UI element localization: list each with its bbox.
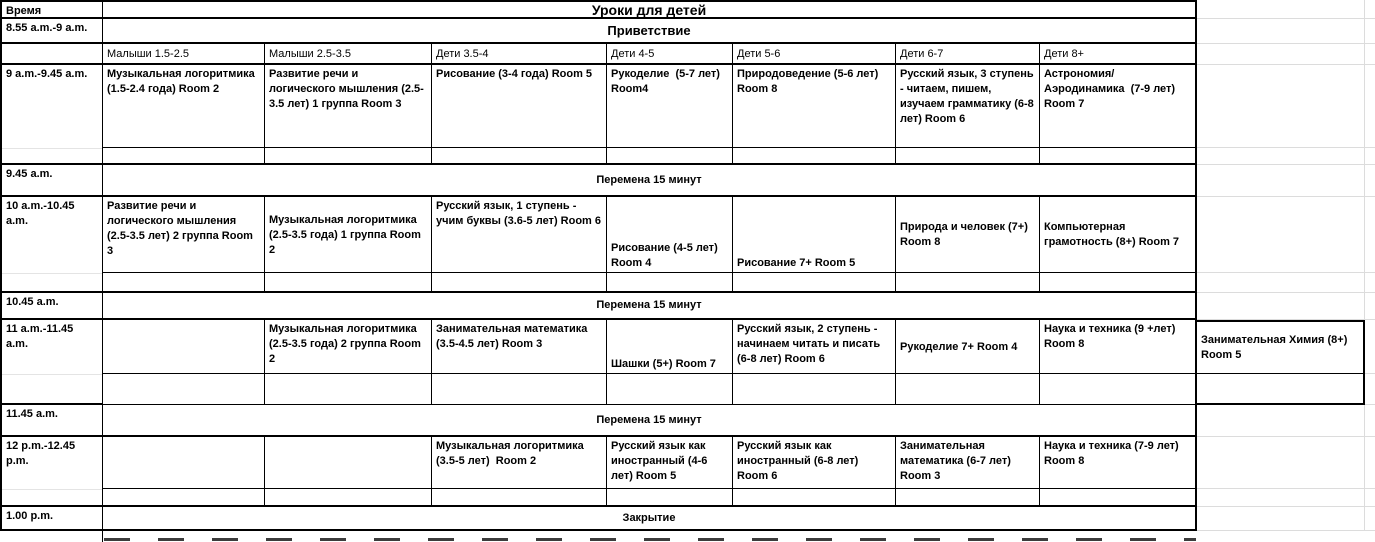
sheet-background-cell xyxy=(1365,405,1375,437)
empty-cell[interactable] xyxy=(103,437,265,489)
sheet-background-cell xyxy=(1365,19,1375,44)
sheet-background-cell xyxy=(1365,44,1375,65)
sheet-background-cell xyxy=(1197,148,1365,165)
sheet-background-cell xyxy=(1365,374,1375,405)
break-label[interactable]: Перемена 15 минут xyxy=(103,293,1197,320)
sheet-background-cell xyxy=(1197,293,1365,320)
lesson-cell[interactable]: Шашки (5+) Room 7 xyxy=(607,320,733,374)
empty-cell[interactable] xyxy=(607,273,733,293)
empty-cell[interactable] xyxy=(1197,374,1365,405)
group-header[interactable]: Дети 6-7 xyxy=(896,44,1040,65)
greeting-label[interactable]: Приветствие xyxy=(103,19,1197,44)
time-cell[interactable]: 12 p.m.-12.45 p.m. xyxy=(0,437,103,507)
empty-cell[interactable] xyxy=(103,148,265,165)
empty-cell[interactable] xyxy=(103,320,265,374)
sheet-background-cell xyxy=(1365,507,1375,531)
lesson-cell[interactable]: Русский язык, 2 ступень - начинаем читать и писать (6-8 лет) Room 6 xyxy=(733,320,896,374)
lesson-cell[interactable]: Рисование (3-4 года) Room 5 xyxy=(432,65,607,148)
time-cell[interactable]: 11 a.m.-11.45 a.m. xyxy=(0,320,103,405)
lesson-cell[interactable]: Природа и человек (7+) Room 8 xyxy=(896,197,1040,273)
lesson-cell-extra[interactable]: Занимательная Химия (8+) Room 5 xyxy=(1197,320,1365,374)
sheet-background-cell xyxy=(1197,65,1365,148)
lesson-cell[interactable]: Русский язык, 3 ступень - читаем, пишем, изучаем грамматику (6-8 лет) Room 6 xyxy=(896,65,1040,148)
empty-cell[interactable] xyxy=(733,489,896,507)
schedule-title[interactable]: Уроки для детей xyxy=(103,0,1197,19)
sheet-background-cell xyxy=(1197,19,1365,44)
empty-cell[interactable] xyxy=(103,273,265,293)
lesson-cell[interactable]: Русский язык как иностранный (6-8 лет) Room 6 xyxy=(733,437,896,489)
time-cell[interactable]: 11.45 a.m. xyxy=(0,405,103,437)
lesson-cell[interactable]: Музыкальная логоритмика (3.5-5 лет) Room 2 xyxy=(432,437,607,489)
empty-cell[interactable] xyxy=(733,273,896,293)
lesson-cell[interactable]: Русский язык как иностранный (4-6 лет) Room 5 xyxy=(607,437,733,489)
lesson-cell[interactable]: Рисование 7+ Room 5 xyxy=(733,197,896,273)
empty-cell[interactable] xyxy=(265,374,432,405)
lesson-cell[interactable]: Развитие речи и логического мышления (2.5-3.5 лет) 2 группа Room 3 xyxy=(103,197,265,273)
time-cell[interactable]: 10.45 a.m. xyxy=(0,293,103,320)
empty-cell[interactable] xyxy=(733,374,896,405)
empty-cell[interactable] xyxy=(265,437,432,489)
lesson-cell[interactable]: Наука и техника (7-9 лет) Room 8 xyxy=(1040,437,1197,489)
lesson-cell[interactable]: Занимательная математика (3.5-4.5 лет) Room 3 xyxy=(432,320,607,374)
empty-cell[interactable] xyxy=(1040,148,1197,165)
empty-cell[interactable] xyxy=(1040,489,1197,507)
empty-cell[interactable] xyxy=(896,489,1040,507)
lesson-cell[interactable]: Развитие речи и логического мышления (2.5-3.5 лет) 1 группа Room 3 xyxy=(265,65,432,148)
sheet-background-cell xyxy=(1197,44,1365,65)
empty-cell[interactable] xyxy=(432,148,607,165)
empty-cell[interactable] xyxy=(1040,273,1197,293)
lesson-cell[interactable]: Занимательная математика (6-7 лет) Room 3 xyxy=(896,437,1040,489)
sheet-background-cell xyxy=(1365,148,1375,165)
empty-cell[interactable] xyxy=(1040,374,1197,405)
lesson-cell[interactable]: Рисование (4-5 лет) Room 4 xyxy=(607,197,733,273)
sheet-background-cell xyxy=(1365,65,1375,148)
empty-cell[interactable] xyxy=(733,148,896,165)
time-cell[interactable]: 9 a.m.-9.45 a.m. xyxy=(0,65,103,165)
lesson-cell[interactable]: Компьютерная грамотность (8+) Room 7 xyxy=(1040,197,1197,273)
empty-cell[interactable] xyxy=(432,489,607,507)
gridline-horizontal xyxy=(2,148,102,149)
empty-cell[interactable] xyxy=(265,273,432,293)
empty-cell[interactable] xyxy=(432,273,607,293)
lesson-cell[interactable]: Природоведение (5-6 лет) Room 8 xyxy=(733,65,896,148)
sheet-background-cell xyxy=(1365,437,1375,489)
sheet-background-cell xyxy=(1197,489,1365,507)
empty-cell[interactable] xyxy=(265,148,432,165)
sheet-background-cell xyxy=(1365,165,1375,197)
empty-cell[interactable] xyxy=(896,273,1040,293)
lesson-cell[interactable]: Музыкальная логоритмика (1.5-2.4 года) Room 2 xyxy=(103,65,265,148)
empty-cell[interactable] xyxy=(607,489,733,507)
empty-cell[interactable] xyxy=(265,489,432,507)
empty-cell[interactable] xyxy=(896,148,1040,165)
empty-cell[interactable] xyxy=(607,148,733,165)
empty-cell[interactable] xyxy=(103,489,265,507)
time-column-header[interactable]: Время xyxy=(0,0,103,19)
clipped-row-dashes xyxy=(104,538,1196,541)
lesson-cell[interactable]: Музыкальная логоритмика (2.5-3.5 года) 1 группа Room 2 xyxy=(265,197,432,273)
group-header[interactable]: Малыши 1.5-2.5 xyxy=(103,44,265,65)
lesson-cell[interactable]: Наука и техника (9 +лет) Room 8 xyxy=(1040,320,1197,374)
closing-label[interactable]: Закрытие xyxy=(103,507,1197,531)
gridline-horizontal xyxy=(2,374,102,375)
sheet-background-cell xyxy=(1197,0,1365,19)
time-cell[interactable]: 9.45 a.m. xyxy=(0,165,103,197)
sheet-background-cell xyxy=(1197,273,1365,293)
lesson-cell[interactable]: Рукоделие (5-7 лет) Room4 xyxy=(607,65,733,148)
sheet-background-cell xyxy=(1197,197,1365,273)
gridline-horizontal xyxy=(2,273,102,274)
sheet-background-cell xyxy=(1365,320,1375,374)
group-header[interactable]: Дети 4-5 xyxy=(607,44,733,65)
sheet-background-cell xyxy=(1365,0,1375,19)
time-cell[interactable]: 10 a.m.-10.45 a.m. xyxy=(0,197,103,293)
break-label[interactable]: Перемена 15 минут xyxy=(103,165,1197,197)
greeting-time-cell[interactable]: 8.55 a.m.-9 a.m. xyxy=(0,19,103,44)
sheet-background-cell xyxy=(1365,273,1375,293)
time-cell[interactable]: 1.00 p.m. xyxy=(0,507,103,531)
empty-cell[interactable] xyxy=(896,374,1040,405)
group-header[interactable]: Дети 8+ xyxy=(1040,44,1197,65)
empty-cell[interactable] xyxy=(607,374,733,405)
sheet-background-cell xyxy=(1365,293,1375,320)
lesson-cell[interactable]: Рукоделие 7+ Room 4 xyxy=(896,320,1040,374)
lesson-cell[interactable]: Русский язык, 1 ступень - учим буквы (3.6-5 лет) Room 6 xyxy=(432,197,607,273)
break-label[interactable]: Перемена 15 минут xyxy=(103,405,1197,437)
empty-cell[interactable] xyxy=(432,374,607,405)
sheet-background-cell xyxy=(1365,197,1375,273)
sheet-background-cell xyxy=(1365,489,1375,507)
lesson-cell[interactable]: Астрономия/Аэродинамика (7-9 лет) Room 7 xyxy=(1040,65,1197,148)
group-header[interactable]: Малыши 2.5-3.5 xyxy=(265,44,432,65)
clipped-cell-stub xyxy=(0,531,103,542)
gridline-horizontal xyxy=(2,489,102,490)
lesson-cell[interactable]: Музыкальная логоритмика (2.5-3.5 года) 2 группа Room 2 xyxy=(265,320,432,374)
sheet-background-cell xyxy=(1197,405,1365,437)
sheet-background-cell xyxy=(1197,507,1365,531)
corner-empty-cell[interactable] xyxy=(0,44,103,65)
sheet-background-cell xyxy=(1197,437,1365,489)
sheet-background-cell xyxy=(1197,165,1365,197)
group-header[interactable]: Дети 3.5-4 xyxy=(432,44,607,65)
group-header[interactable]: Дети 5-6 xyxy=(733,44,896,65)
empty-cell[interactable] xyxy=(103,374,265,405)
